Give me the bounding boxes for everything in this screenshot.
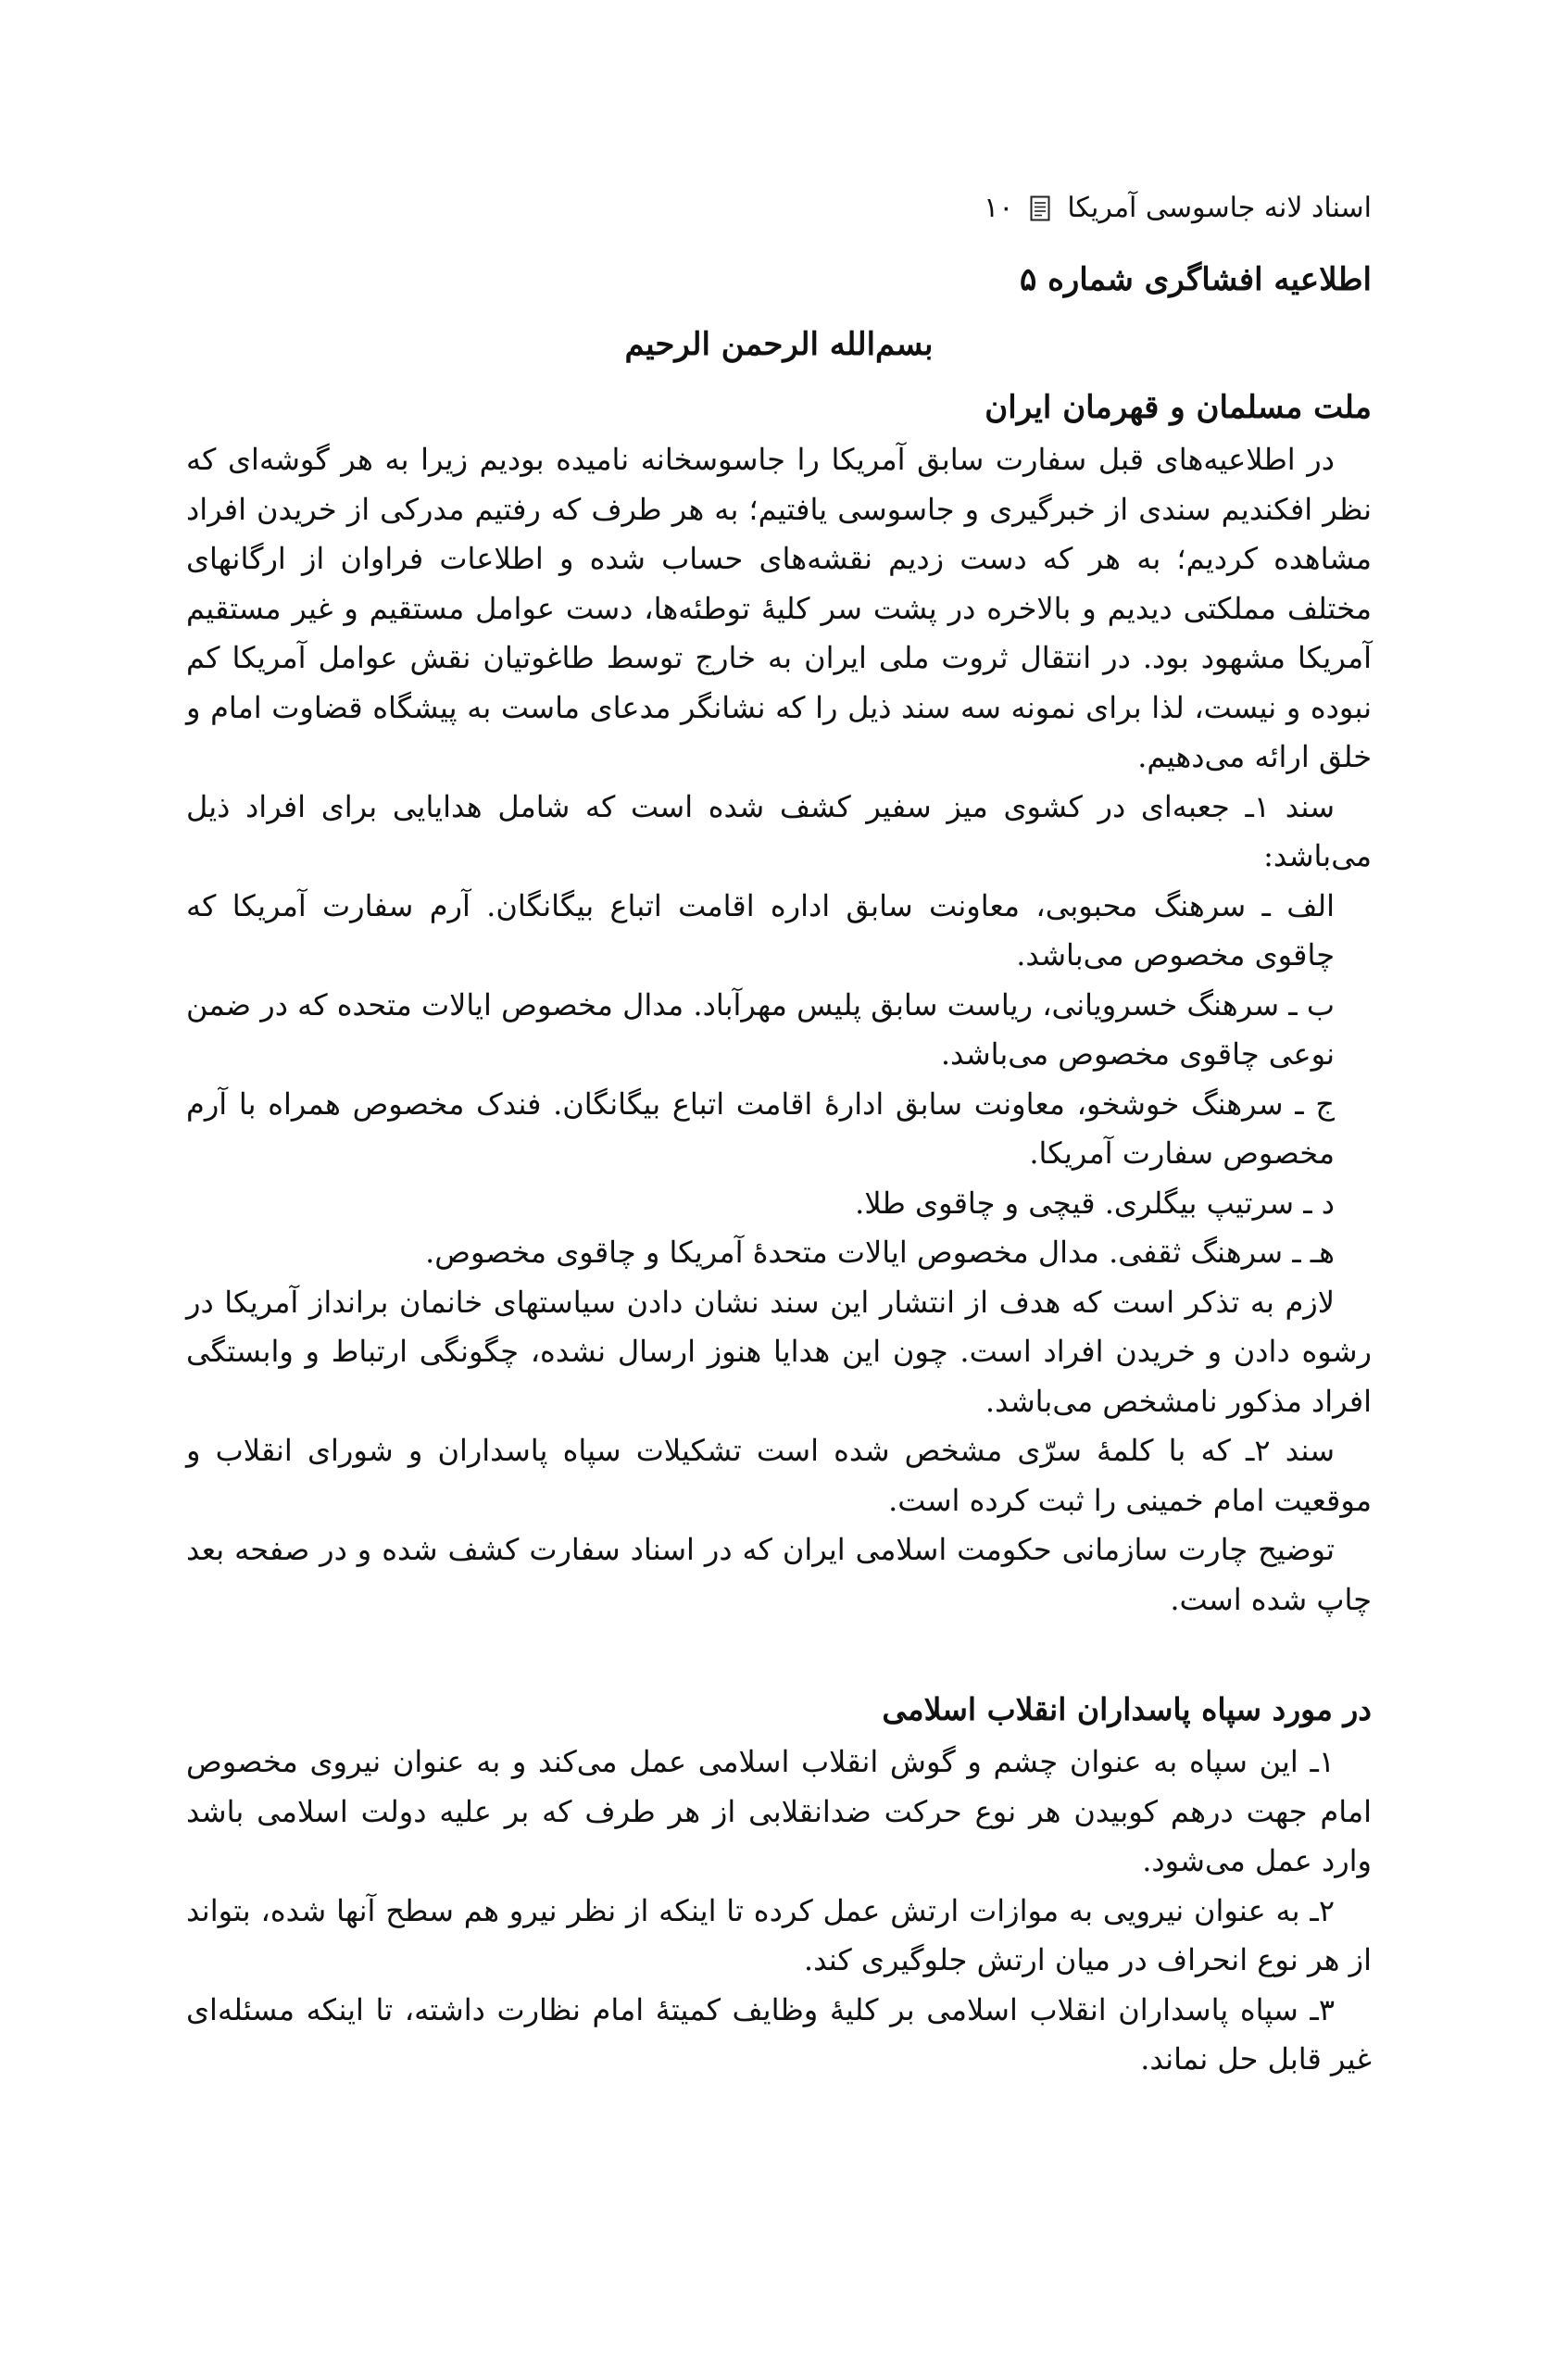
gift-item-dal: د ـ سرتیپ بیگلری. قیچی و چاقوی طلا.	[855, 1185, 1335, 1221]
basmala: بسم‌الله الرحمن الرحیم	[624, 326, 934, 363]
gift-item-be: ب ـ سرهنگ خسرویانی، ریاست سابق پلیس مهرآباد. مدال مخصوص ایالات متحده که در ضمن نوعی چاقوی مخصوص می‌باشد.	[186, 986, 1335, 1072]
running-header	[186, 185, 1372, 232]
document-1-paragraph: سند ۱ـ جعبه‌ای در کشوی میز سفیر کشف شده است که شامل هدایایی برای افراد ذیل می‌باشد:	[186, 788, 1372, 873]
irgc-item: ۱ـ این سپاه به عنوان چشم و گوش انقلاب اسلامی عمل می‌کند و به عنوان نیروی مخصوص امام جهت درهم کوبیدن هر نوع حرکت ضدانقلابی از هر طرف که بر علیه دولت اسلامی باشد وارد عمل می‌شود.	[186, 1744, 1372, 1878]
note-paragraph: لازم به تذکر است که هدف از انتشار این سند نشان دادن سیاستهای خانمان برانداز آمریکا در رشوه دادن و خریدن افراد است. چون این هدایا هنوز ارسال نشده، چگونگی ارتباط و وابستگی افراد مذکور نامشخص می‌باشد.	[186, 1284, 1373, 1419]
document-2-paragraph: سند ۲ـ که با کلمهٔ سرّی مشخص شده است تشکیلات سپاه پاسداران و شورای انقلاب و موقعیت امام خمینی را ثبت کرده است.	[186, 1433, 1372, 1518]
irgc-item: ۲ـ به عنوان نیرویی به موازات ارتش عمل کرده تا اینکه از نظر نیرو هم سطح آنها شده، بتواند از هر نوع انحراف در میان ارتش جلوگیری کند.	[186, 1892, 1372, 1977]
notice-title: اطلاعیه افشاگری شماره ۵	[1019, 261, 1372, 298]
document-icon	[1030, 195, 1050, 221]
chart-explanation-paragraph: توضیح چارت سازمانی حکومت اسلامی ایران که در اسناد سفارت کشف شده و در صفحه بعد چاپ شده است.	[186, 1532, 1372, 1617]
gift-item-alef: الف ـ سرهنگ محبوبی، معاونت سابق اداره اقامت اتباع بیگانگان. آرم سفارت آمریکا که چاقوی مخصوص می‌باشد.	[186, 887, 1335, 972]
notice-address: ملت مسلمان و قهرمان ایران	[985, 389, 1372, 426]
page-content	[186, 250, 1372, 2085]
intro-paragraph: در اطلاعیه‌های قبل سفارت سابق آمریکا را جاسوسخانه نامیده بودیم زیرا به هر گوشه‌ای که نظر افکندیم سندی از خبرگیری و جاسوسی یافتیم؛ به هر طرف که رفتیم مدرکی از خریدن افراد مشاهده کردیم؛ به هر که دست زدیم نقشه‌های حساب شده و اطلاعات فراوان از ارگانهای مختلف مملکتی دیدیم و بالاخره در پشت سر کلیهٔ توطئه‌ها، دست عوامل مستقیم و غیر مستقیم آمریکا مشهود بود. در انتقال ثروت ملی ایران به خارج توسط طاغوتیان نقش عوامل آمریکا کم نبوده و نیست، لذا برای نمونه سه سند ذیل را که نشانگر مدعای ماست به پیشگاه قضاوت امام و خلق ارائه می‌دهیم.	[186, 442, 1373, 774]
book-title: اسناد لانه جاسوسی آمریکا	[1067, 192, 1372, 224]
gift-item-he: هـ ـ سرهنگ ثقفی. مدال مخصوص ایالات متحدهٔ آمریکا و چاقوی مخصوص.	[425, 1235, 1335, 1270]
irgc-item: ۳ـ سپاه پاسداران انقلاب اسلامی بر کلیهٔ وظایف کمیتهٔ امام نظارت داشته، تا اینکه مسئله‌ای غیر قابل حل نماند.	[186, 1991, 1372, 2076]
page-number: ۱۰	[984, 192, 1014, 224]
gift-item-jim: ج ـ سرهنگ خوشخو، معاونت سابق ادارهٔ اقامت اتباع بیگانگان. فندک مخصوص همراه با آرم مخصوص سفارت آمریکا.	[186, 1085, 1335, 1171]
irgc-section-heading: در مورد سپاه پاسداران انقلاب اسلامی	[882, 1691, 1372, 1727]
